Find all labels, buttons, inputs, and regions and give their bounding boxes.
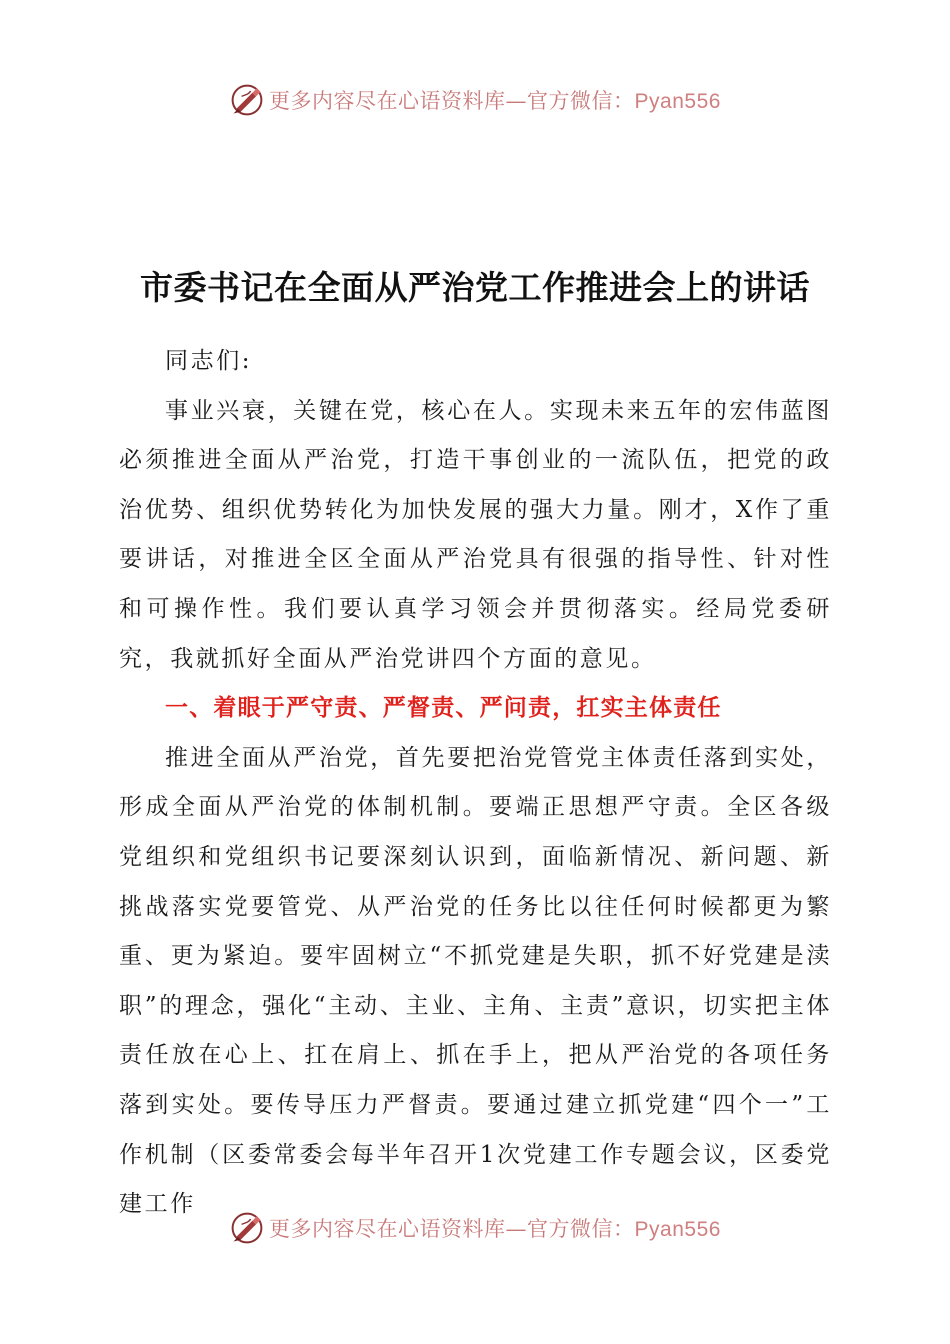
watermark-text: 更多内容尽在心语资料库—官方微信：Pyan556 — [269, 1217, 721, 1241]
section-heading: 一、着眼于严守责、严督责、严问责，扛实主体责任 — [165, 695, 722, 722]
watermark-wechat-id: Pyan556 — [634, 90, 721, 113]
document-title: 市委书记在全面从严治党工作推进会上的讲话 — [140, 268, 810, 307]
document-body — [119, 337, 832, 1230]
pen-nib-logo-icon — [229, 82, 265, 118]
paragraph: 推进全面从严治党，首先要把治党管党主体责任落到实处，形成全面从严治党的体制机制。要端正思想严守责。全区各级党组织和党组织书记要深刻认识到，面临新情况、新问题、新挑战落实党要管党、从严治党的任务比以往任何时候都更为繁重、更为紧迫。要牢固树立“不抓党建是失职，抓不好党建是渎职”的理念，强化“主动、主业、主角、主责”意识，切实把主体责任放在心上、扛在肩上、抓在手上，把从严治党的各项任务落到实处。要传导压力严督责。要通过建立抓党建“四个一”工作机制（区委常委会每半年召开1次党建工作专题会议，区委党建工作 — [119, 744, 832, 1218]
pen-nib-logo-icon — [229, 1210, 265, 1246]
header-watermark — [0, 82, 950, 118]
paragraph: 事业兴衰，关键在党，核心在人。实现未来五年的宏伟蓝图必须推进全面从严治党，打造干事创业的一流队伍，把党的政治优势、组织优势转化为加快发展的强大力量。刚才，X作了重要讲话，对推进全区全面从严治党具有很强的指导性、针对性和可操作性。我们要认真学习领会并贯彻落实。经局党委研究，我就抓好全面从严治党讲四个方面的意见。 — [119, 397, 832, 672]
watermark-text: 更多内容尽在心语资料库—官方微信：Pyan556 — [269, 89, 721, 113]
greeting: 同志们: — [165, 348, 253, 374]
footer-watermark — [0, 1210, 950, 1246]
watermark-wechat-id: Pyan556 — [634, 1218, 721, 1241]
